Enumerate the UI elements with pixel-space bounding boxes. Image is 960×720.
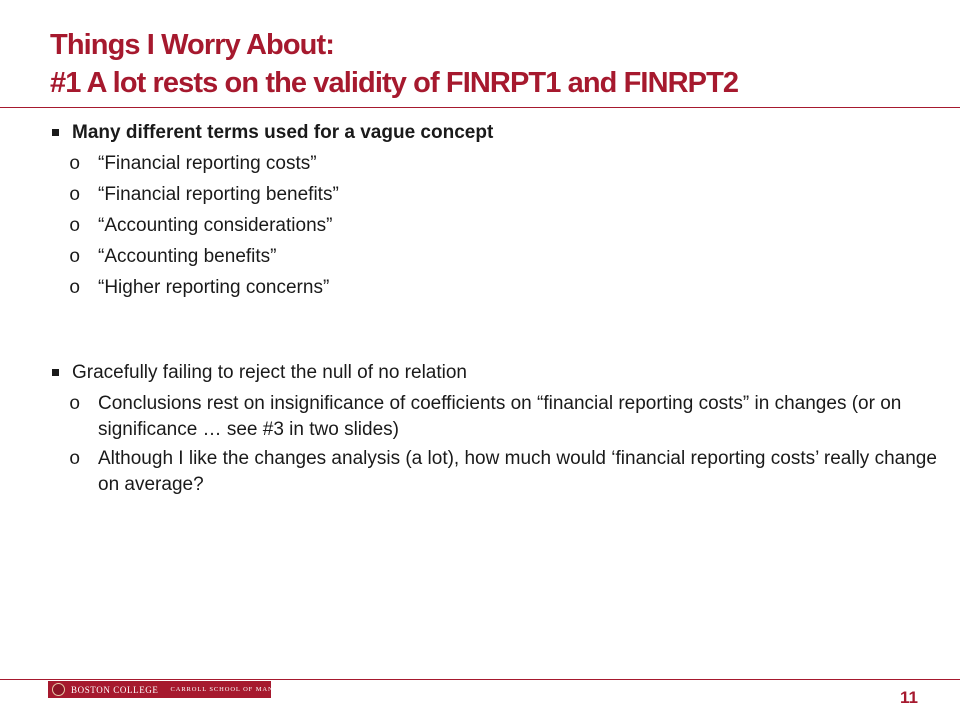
sub-bullet-text: “Accounting considerations” — [98, 215, 333, 236]
sub-bullet-item — [50, 182, 940, 208]
bullet-item — [50, 360, 940, 386]
title-divider — [0, 107, 960, 108]
bullet-text: Gracefully failing to reject the null of no relation — [72, 362, 467, 383]
circle-bullet-icon: o — [69, 448, 81, 470]
logo-school: CARROLL SCHOOL OF MANAGEMENT — [170, 686, 312, 693]
sub-bullet-text: Conclusions rest on insignificance of coefficients on “financial reporting costs” in changes (or on significance … see #3 in two slides) — [98, 393, 902, 440]
square-bullet-icon — [52, 369, 59, 376]
sub-bullet-item — [50, 275, 940, 301]
slide-title-line-2: #1 A lot rests on the validity of FINRPT1 and FINRPT2 — [50, 67, 739, 99]
slide-title — [50, 26, 930, 102]
sub-bullet-item — [50, 391, 940, 443]
sub-bullet-item — [50, 244, 940, 270]
sub-bullet-text: “Financial reporting costs” — [98, 153, 317, 174]
sub-bullet-text: Although I like the changes analysis (a lot), how much would ‘financial reporting costs’ really change on average? — [98, 448, 937, 495]
sub-bullet-text: “Accounting benefits” — [98, 246, 277, 267]
boston-college-logo — [48, 681, 312, 698]
sub-bullet-item — [50, 446, 940, 498]
page-number: 11 — [900, 688, 918, 707]
square-bullet-icon — [52, 129, 59, 136]
slide-title-line-1: Things I Worry About: — [50, 29, 334, 61]
circle-bullet-icon: o — [69, 393, 81, 415]
circle-bullet-icon: o — [69, 153, 81, 175]
bullet-text: Many different terms used for a vague concept — [72, 122, 494, 143]
bullet-item — [50, 120, 940, 146]
sub-bullet-item — [50, 213, 940, 239]
sub-bullet-text: “Higher reporting concerns” — [98, 277, 330, 298]
spacer — [50, 306, 940, 358]
seal-icon — [52, 683, 65, 696]
circle-bullet-icon: o — [69, 246, 81, 268]
circle-bullet-icon: o — [69, 184, 81, 206]
logo-name: BOSTON COLLEGE — [71, 684, 159, 695]
circle-bullet-icon: o — [69, 277, 81, 299]
circle-bullet-icon: o — [69, 215, 81, 237]
slide-body — [50, 118, 940, 501]
sub-bullet-text: “Financial reporting benefits” — [98, 184, 339, 205]
sub-bullet-item — [50, 151, 940, 177]
footer-divider — [0, 679, 960, 680]
